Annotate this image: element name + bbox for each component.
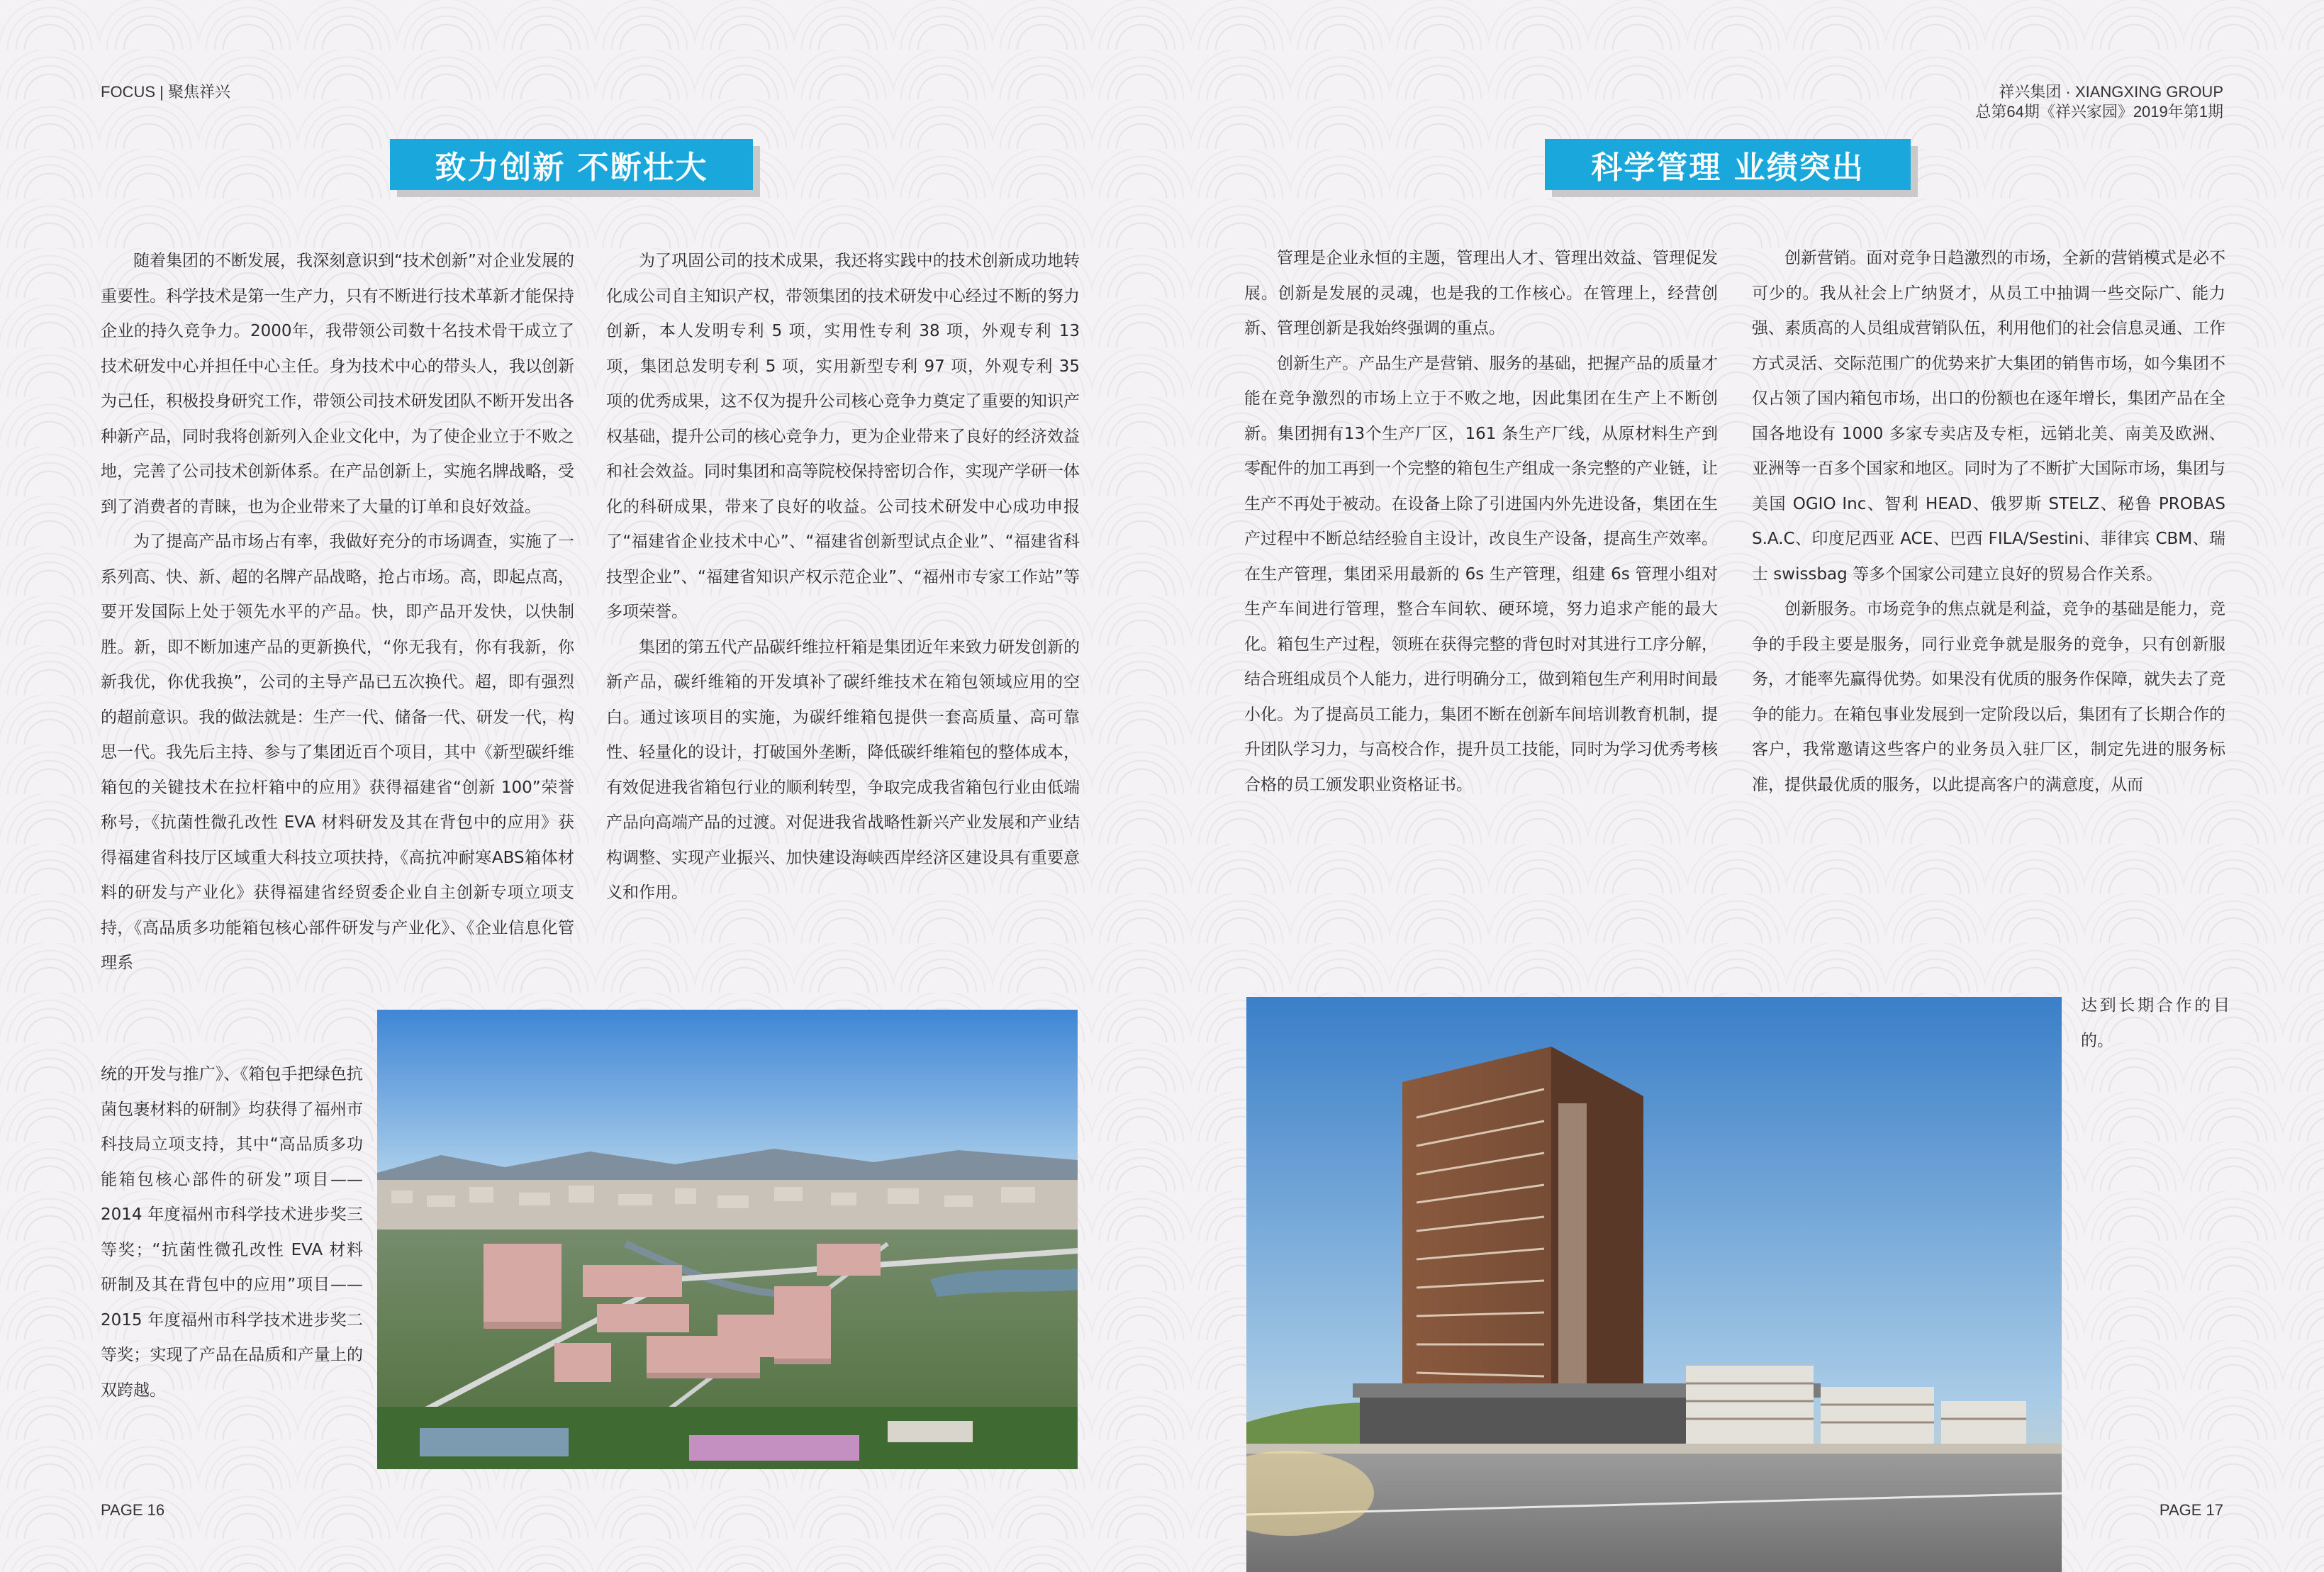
right-column-1 [1244, 241, 1718, 803]
paragraph: 为了巩固公司的技术成果，我还将实践中的技术创新成功地转化成公司自主知识产权，带领集团的技术研发中心经过不断的努力创新，本人发明专利 5 项，实用性专利 38 项，外观专利 13 项，集团总发明专利 5 项，实用新型专利 97 项，外观专利 35 项的优秀成果，这不仅为提升公司核心竞争力奠定了重要的知识产权基础，提升公司的核心竞争力，更为企业带来了良好的经济效益和社会效益。同时集团和高等院校保持密切合作，实现产学研一体化的科研成果，带来了良好的收益。公司技术研发中心成功申报了“福建省企业技术中心”、“福建省创新型试点企业”、“福建省科技型企业”、“福建省知识产权示范企业”、“福州市专家工作站”等多项荣誉。 [606, 252, 1080, 621]
section-header: FOCUS | 聚焦祥兴 [101, 83, 230, 101]
paragraph: 统的开发与推广》、《箱包手把绿色抗菌包裹材料的研制》均获得了福州市科技局立项支持，其中“高品质多功能箱包核心部件的研发”项目——2014 年度福州市科学技术进步奖三等奖；“抗菌性微孔改性 EVA 材料研制及其在背包中的应用”项目——2015 年度福州市科学技术进步奖二等奖；实现了产品在品质和产量上的双跨越。 [101, 1065, 363, 1400]
paragraph: 创新生产。产品生产是营销、服务的基础，把握产品的质量才能在竞争激烈的市场上立于不败之地，因此集团在生产上不断创新。集团拥有13个生产厂区，161 条生产厂线，从原材料生产到零配件的加工再到一个完整的箱包生产组成一条完整的产业链，让生产不再处于被动。在设备上除了引进国内外先进设备，集团在生产过程中不断总结经验自主设计，改良生产设备，提高生产效率。在生产管理，集团采用最新的 6s 生产管理，组建 6s 管理小组对生产车间进行管理，整合车间软、硬环境，努力追求产能的最大化。箱包生产过程，领班在获得完整的背包时对其进行工序分解，结合班组成员个人能力，进行明确分工，做到箱包生产利用时间最小化。为了提高员工能力，集团不断在创新车间培训教育机制，提升团队学习力，与高校合作，提升员工技能，同时为学习优秀考核合格的员工颁发职业资格证书。 [1244, 354, 1718, 794]
paragraph: 管理是企业永恒的主题，管理出人才、管理出效益、管理促发展。创新是发展的灵魂，也是我的工作核心。在管理上，经营创新、管理创新是我始终强调的重点。 [1244, 249, 1718, 338]
aerial-photo-drawing [377, 1010, 1078, 1469]
banner-title: 科学管理 业绩突出 [1545, 139, 1911, 190]
banner-title: 致力创新 不断壮大 [390, 139, 753, 190]
left-column-2 [606, 244, 1080, 911]
left-column-1-narrow [101, 1057, 363, 1408]
aerial-industrial-park-photo [377, 1010, 1078, 1469]
issue-info: 总第64期《祥兴家园》2019年第1期 [1975, 103, 2223, 121]
paragraph: 达到长期合作的目的。 [2081, 996, 2230, 1050]
right-page [1162, 0, 2324, 1572]
section-banner [390, 139, 753, 190]
paragraph: 为了提高产品市场占有率，我做好充分的市场调查，实施了一系列高、快、新、超的名牌产品战略，抢占市场。高，即起点高，要开发国际上处于领先水平的产品。快，即产品开发快，以快制胜。新，即不断加速产品的更新换代，“你无我有，你有我新，你新我优，你优我换”，公司的主导产品已五次换代。超，即有强烈的超前意识。我的做法就是：生产一代、储备一代、研发一代，构思一代。我先后主持、参与了集团近百个项目，其中《新型碳纤维箱包的关键技术在拉杆箱中的应用》获得福建省“创新 100”荣誉称号，《抗菌性微孔改性 EVA 材料研发及其在背包中的应用》获得福建省科技厅区域重大科技立项扶持，《高抗冲耐寒ABS箱体材料的研发与产业化》获得福建省经贸委企业自主创新专项立项支持，《高品质多功能箱包核心部件研发与产业化》、《企业信息化管理系 [101, 533, 574, 972]
paragraph: 集团的第五代产品碳纤维拉杆箱是集团近年来致力研发创新的新产品，碳纤维箱的开发填补了碳纤维技术在箱包领域应用的空白。通过该项目的实施，为碳纤维箱包提供一套高质量、高可靠性、轻量化的设计，打破国外垄断，降低碳纤维箱包的整体成本，有效促进我省箱包行业的顺利转型，争取完成我省箱包行业由低端产品向高端产品的过渡。对促进我省战略性新兴产业发展和产业结构调整、实现产业振兴、加快建设海峡西岸经济区建设具有重要意义和作用。 [606, 637, 1080, 902]
section-banner [1545, 139, 1911, 190]
headquarters-building-photo [1246, 997, 2062, 1572]
paragraph: 创新服务。市场竞争的焦点就是利益，竞争的基础是能力，竞争的手段主要是服务，同行业竞争就是服务的竞争，只有创新服务，才能率先赢得优势。如果没有优质的服务作保障，就失去了竞争的能力。在箱包事业发展到一定阶段以后，集团有了长期合作的客户，我常邀请这些客户的业务员入驻厂区，制定先进的服务标准，提供最优质的服务，以此提高客户的满意度，从而 [1752, 600, 2225, 794]
page-number: PAGE 16 [101, 1501, 165, 1519]
left-column-1 [101, 244, 574, 981]
right-column-2 [1752, 241, 2225, 803]
paragraph: 创新营销。面对竞争日趋激烈的市场，全新的营销模式是必不可少的。我从社会上广纳贤才，从员工中抽调一些交际广、能力强、素质高的人员组成营销队伍，利用他们的社会信息灵通、工作方式灵活、交际范围广的优势来扩大集团的销售市场，如今集团不仅占领了国内箱包市场，出口的份额也在逐年增长，集团产品在全国各地设有 1000 多家专卖店及专柜，远销北美、南美及欧洲、亚洲等一百多个国家和地区。同时为了不断扩大国际市场，集团与美国 OGIO Inc、智利 HEAD、俄罗斯 STELZ、秘鲁 PROBAS S.A.C、印度尼西亚 ACE、巴西 FILA/Sestini、菲律宾 CBM、瑞士 swissbag 等多个国家公司建立良好的贸易合作关系。 [1752, 249, 2225, 584]
paragraph: 随着集团的不断发展，我深刻意识到“技术创新”对企业发展的重要性。科学技术是第一生产力，只有不断进行技术革新才能保持企业的持久竞争力。2000年，我带领公司数十名技术骨干成立了技术研发中心并担任中心主任。身为技术中心的带头人，我以创新为己任，积极投身研究工作，带领公司技术研发团队不断开发出各种新产品，同时我将创新列入企业文化中，为了使企业立于不败之地，完善了公司技术创新体系。在产品创新上，实施名牌战略，受到了消费者的青睐，也为企业带来了大量的订单和良好效益。 [101, 252, 574, 516]
group-name: 祥兴集团 · XIANGXING GROUP [1999, 83, 2223, 101]
right-column-2-tail [2081, 988, 2230, 1059]
publication-header [1975, 82, 2223, 122]
building-photo-drawing [1246, 997, 2062, 1572]
page-number: PAGE 17 [2159, 1501, 2223, 1519]
